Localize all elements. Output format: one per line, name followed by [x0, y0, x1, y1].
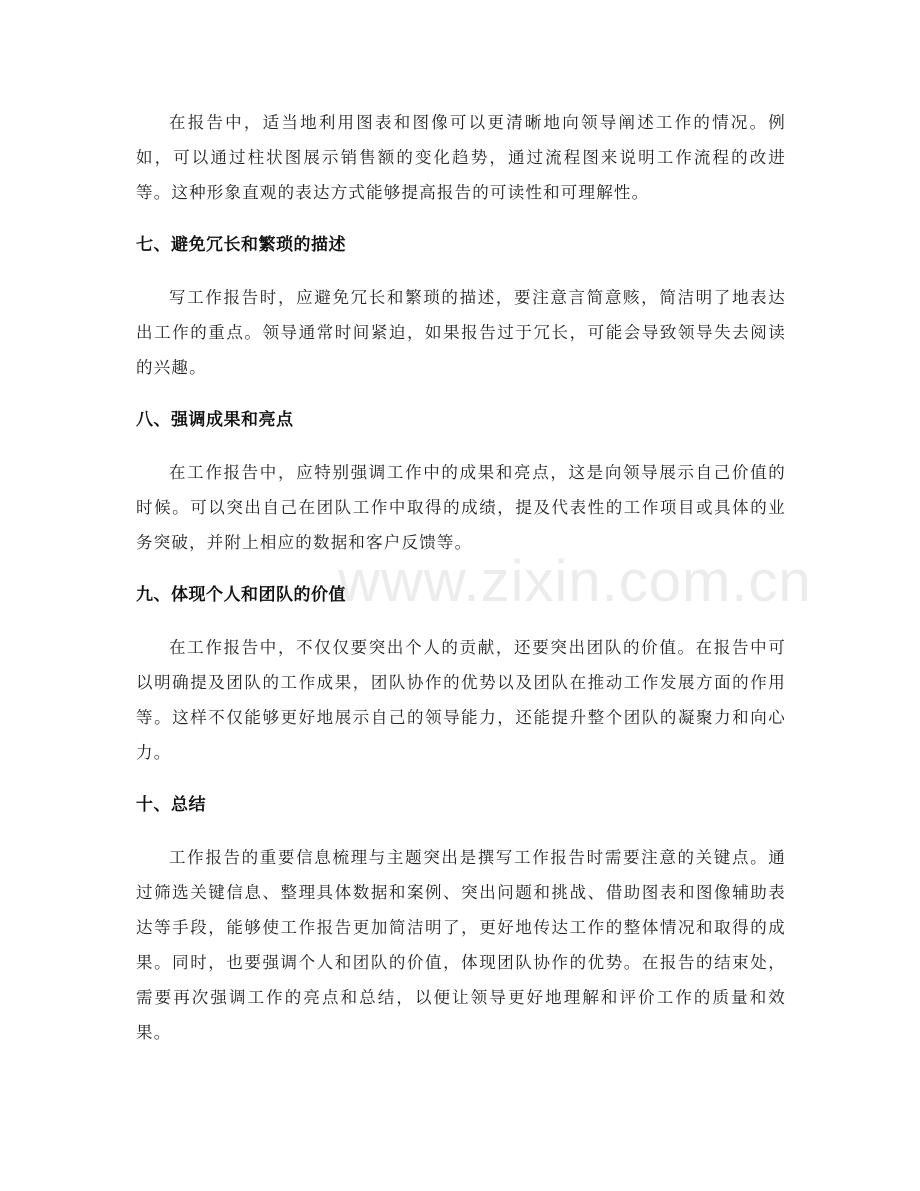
section-heading-10: 十、总结 [136, 795, 206, 815]
watermark-text: www.zixin.com.cn [338, 549, 812, 614]
section-paragraph-9: 在工作报告中，不仅仅要突出个人的贡献，还要突出团队的价值。在报告中可以明确提及团队的工作成果，团队协作的优势以及团队在推动工作发展方面的作用等。这样不仅能够更好地展示自己的领导能力，还能提升整个团队的凝聚力和向心力。 [136, 638, 786, 762]
section-heading-7: 七、避免冗长和繁琐的描述 [136, 235, 346, 255]
section-paragraph-10: 工作报告的重要信息梳理与主题突出是撰写工作报告时需要注意的关键点。通过筛选关键信息、整理具体数据和案例、突出问题和挑战、借助图表和图像辅助表达等手段，能够使工作报告更加简洁明了，更好地传达工作的整体情况和取得的成果。同时，也要强调个人和团队的价值，体现团队协作的优势。在报告的结束处，需要再次强调工作的亮点和总结，以便让领导更好地理解和评价工作的质量和效果。 [136, 848, 786, 1042]
document-body [136, 105, 786, 1066]
section-paragraph-8: 在工作报告中，应特别强调工作中的成果和亮点，这是向领导展示自己价值的时候。可以突出自己在团队工作中取得的成绩，提及代表性的工作项目或具体的业务突破，并附上相应的数据和客户反馈等。 [136, 463, 786, 552]
section-heading-9: 九、体现个人和团队的价值 [136, 585, 346, 605]
section-heading-8: 八、强调成果和亮点 [136, 410, 294, 430]
section-paragraph-7: 写工作报告时，应避免冗长和繁琐的描述，要注意言简意赅，简洁明了地表达出工作的重点。领导通常时间紧迫，如果报告过于冗长，可能会导致领导失去阅读的兴趣。 [136, 288, 786, 377]
intro-paragraph: 在报告中，适当地利用图表和图像可以更清晰地向领导阐述工作的情况。例如，可以通过柱状图展示销售额的变化趋势，通过流程图来说明工作流程的改进等。这种形象直观的表达方式能够提高报告的可读性和可理解性。 [136, 113, 786, 202]
